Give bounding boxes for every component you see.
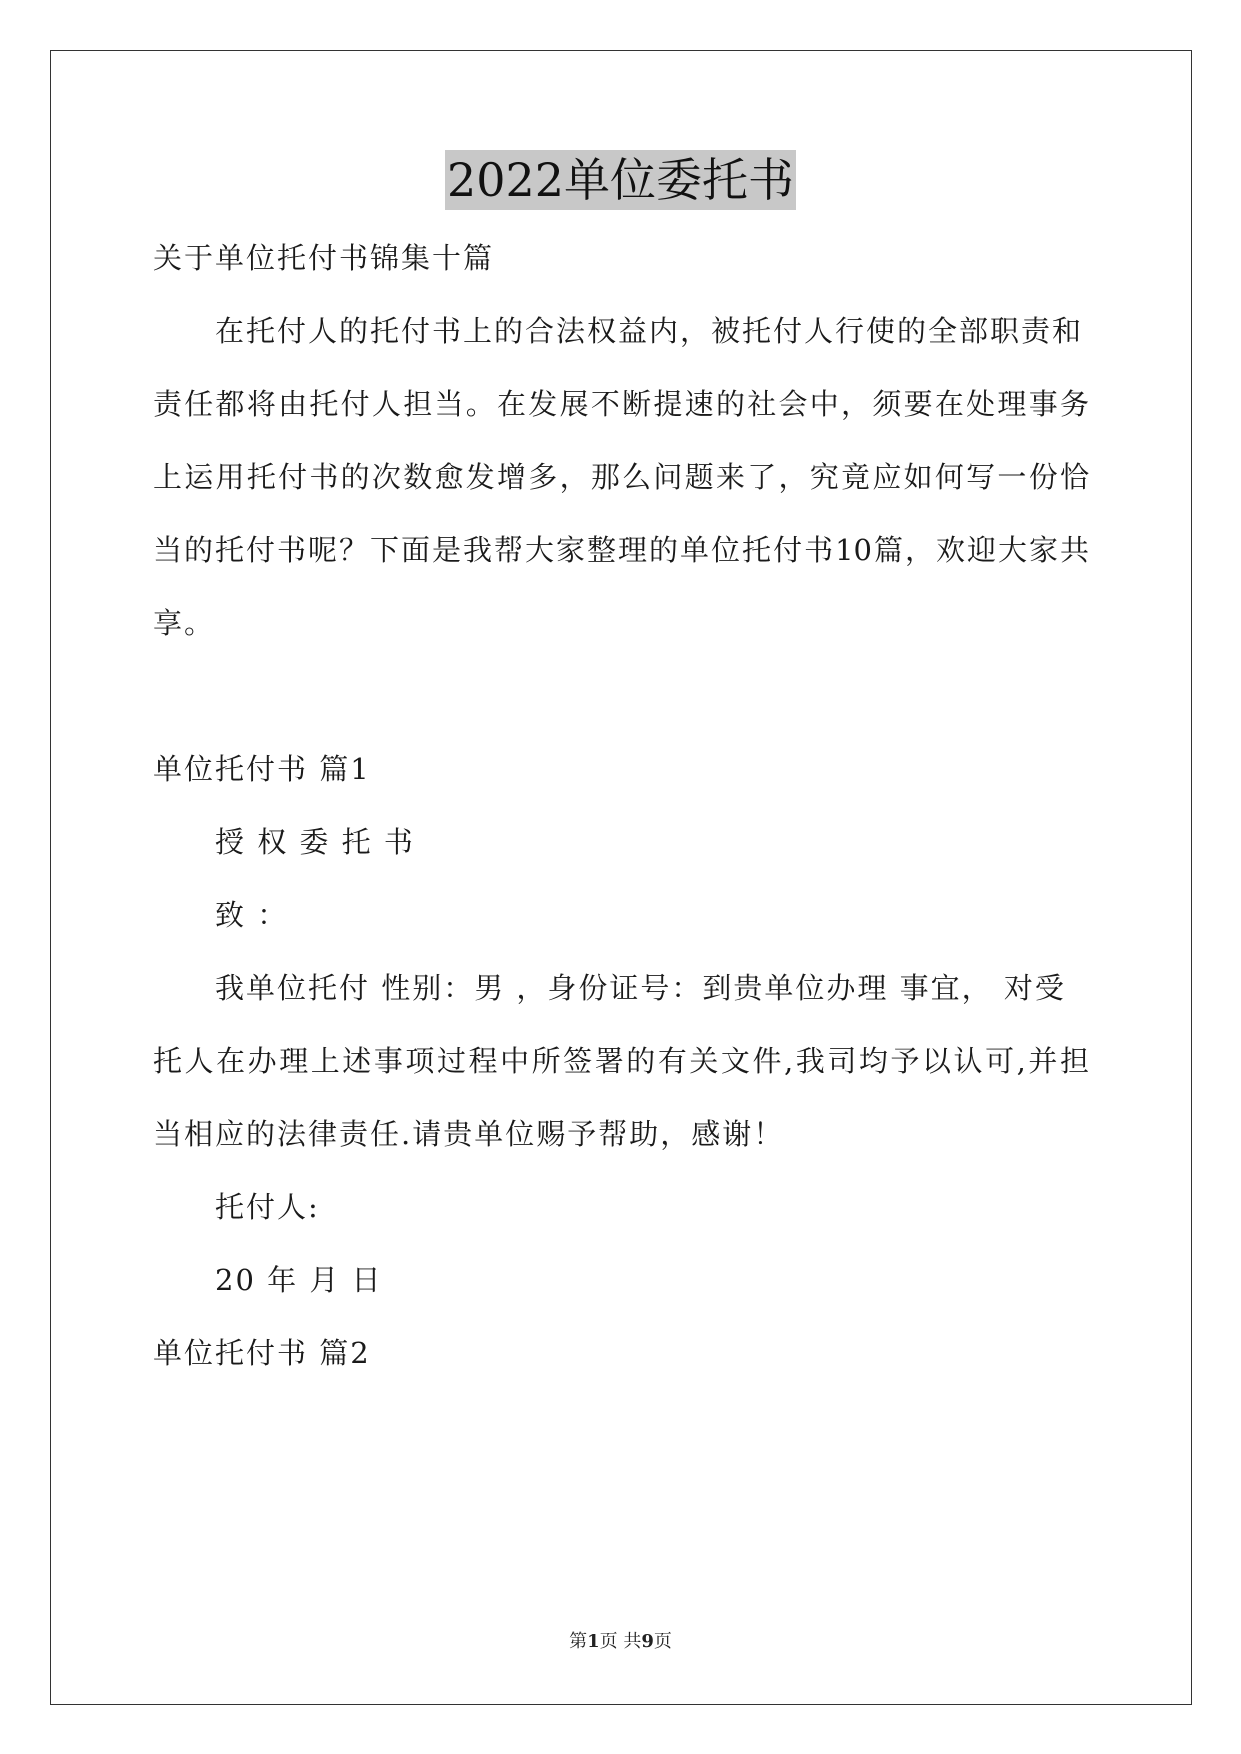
intro-line-2: 责任都将由托付人担当。在发展不断提速的社会中，须要在处理事务 [153, 387, 1089, 421]
document-subtitle: 关于单位托付书锦集十篇 [153, 241, 495, 275]
title-container [0, 150, 1241, 210]
intro-line-1: 在托付人的托付书上的合法权益内，被托付人行使的全部职责和 [215, 314, 1084, 348]
footer-prefix: 第 [569, 1631, 588, 1652]
section-1-body-line-3: 当相应的法律责任.请贵单位赐予帮助，感谢！ [153, 1117, 785, 1151]
intro-line-4: 当的托付书呢？下面是我帮大家整理的单位托付书10篇，欢迎大家共 [153, 533, 1089, 567]
section-2-heading: 单位托付书 篇2 [153, 1336, 371, 1370]
section-1-doc-title: 授 权 委 托 书 [215, 825, 415, 859]
footer-total-pages: 9 [641, 1631, 654, 1652]
footer-suffix: 页 [653, 1631, 672, 1652]
section-1-date: 20 年 月 日 [215, 1263, 383, 1297]
section-1-heading: 单位托付书 篇1 [153, 752, 371, 786]
footer-page-number: 1 [587, 1631, 600, 1652]
document-title: 2022单位委托书 [445, 150, 796, 210]
intro-line-5: 享。 [153, 606, 216, 640]
intro-line-3: 上运用托付书的次数愈发增多，那么问题来了，究竟应如何写一份恰 [153, 460, 1089, 494]
section-1-signer: 托付人: [215, 1190, 320, 1224]
section-1-salutation: 致 ： [215, 898, 289, 932]
section-1-body-line-1: 我单位托付 性别：男 ，身份证号：到贵单位办理 事宜， 对受 [215, 971, 1066, 1005]
page-border [50, 50, 1192, 1705]
footer-middle: 页 共 [599, 1631, 642, 1652]
section-1-body-line-2: 托人在办理上述事项过程中所签署的有关文件,我司均予以认可,并担 [153, 1044, 1089, 1078]
page-footer [0, 1630, 1241, 1654]
